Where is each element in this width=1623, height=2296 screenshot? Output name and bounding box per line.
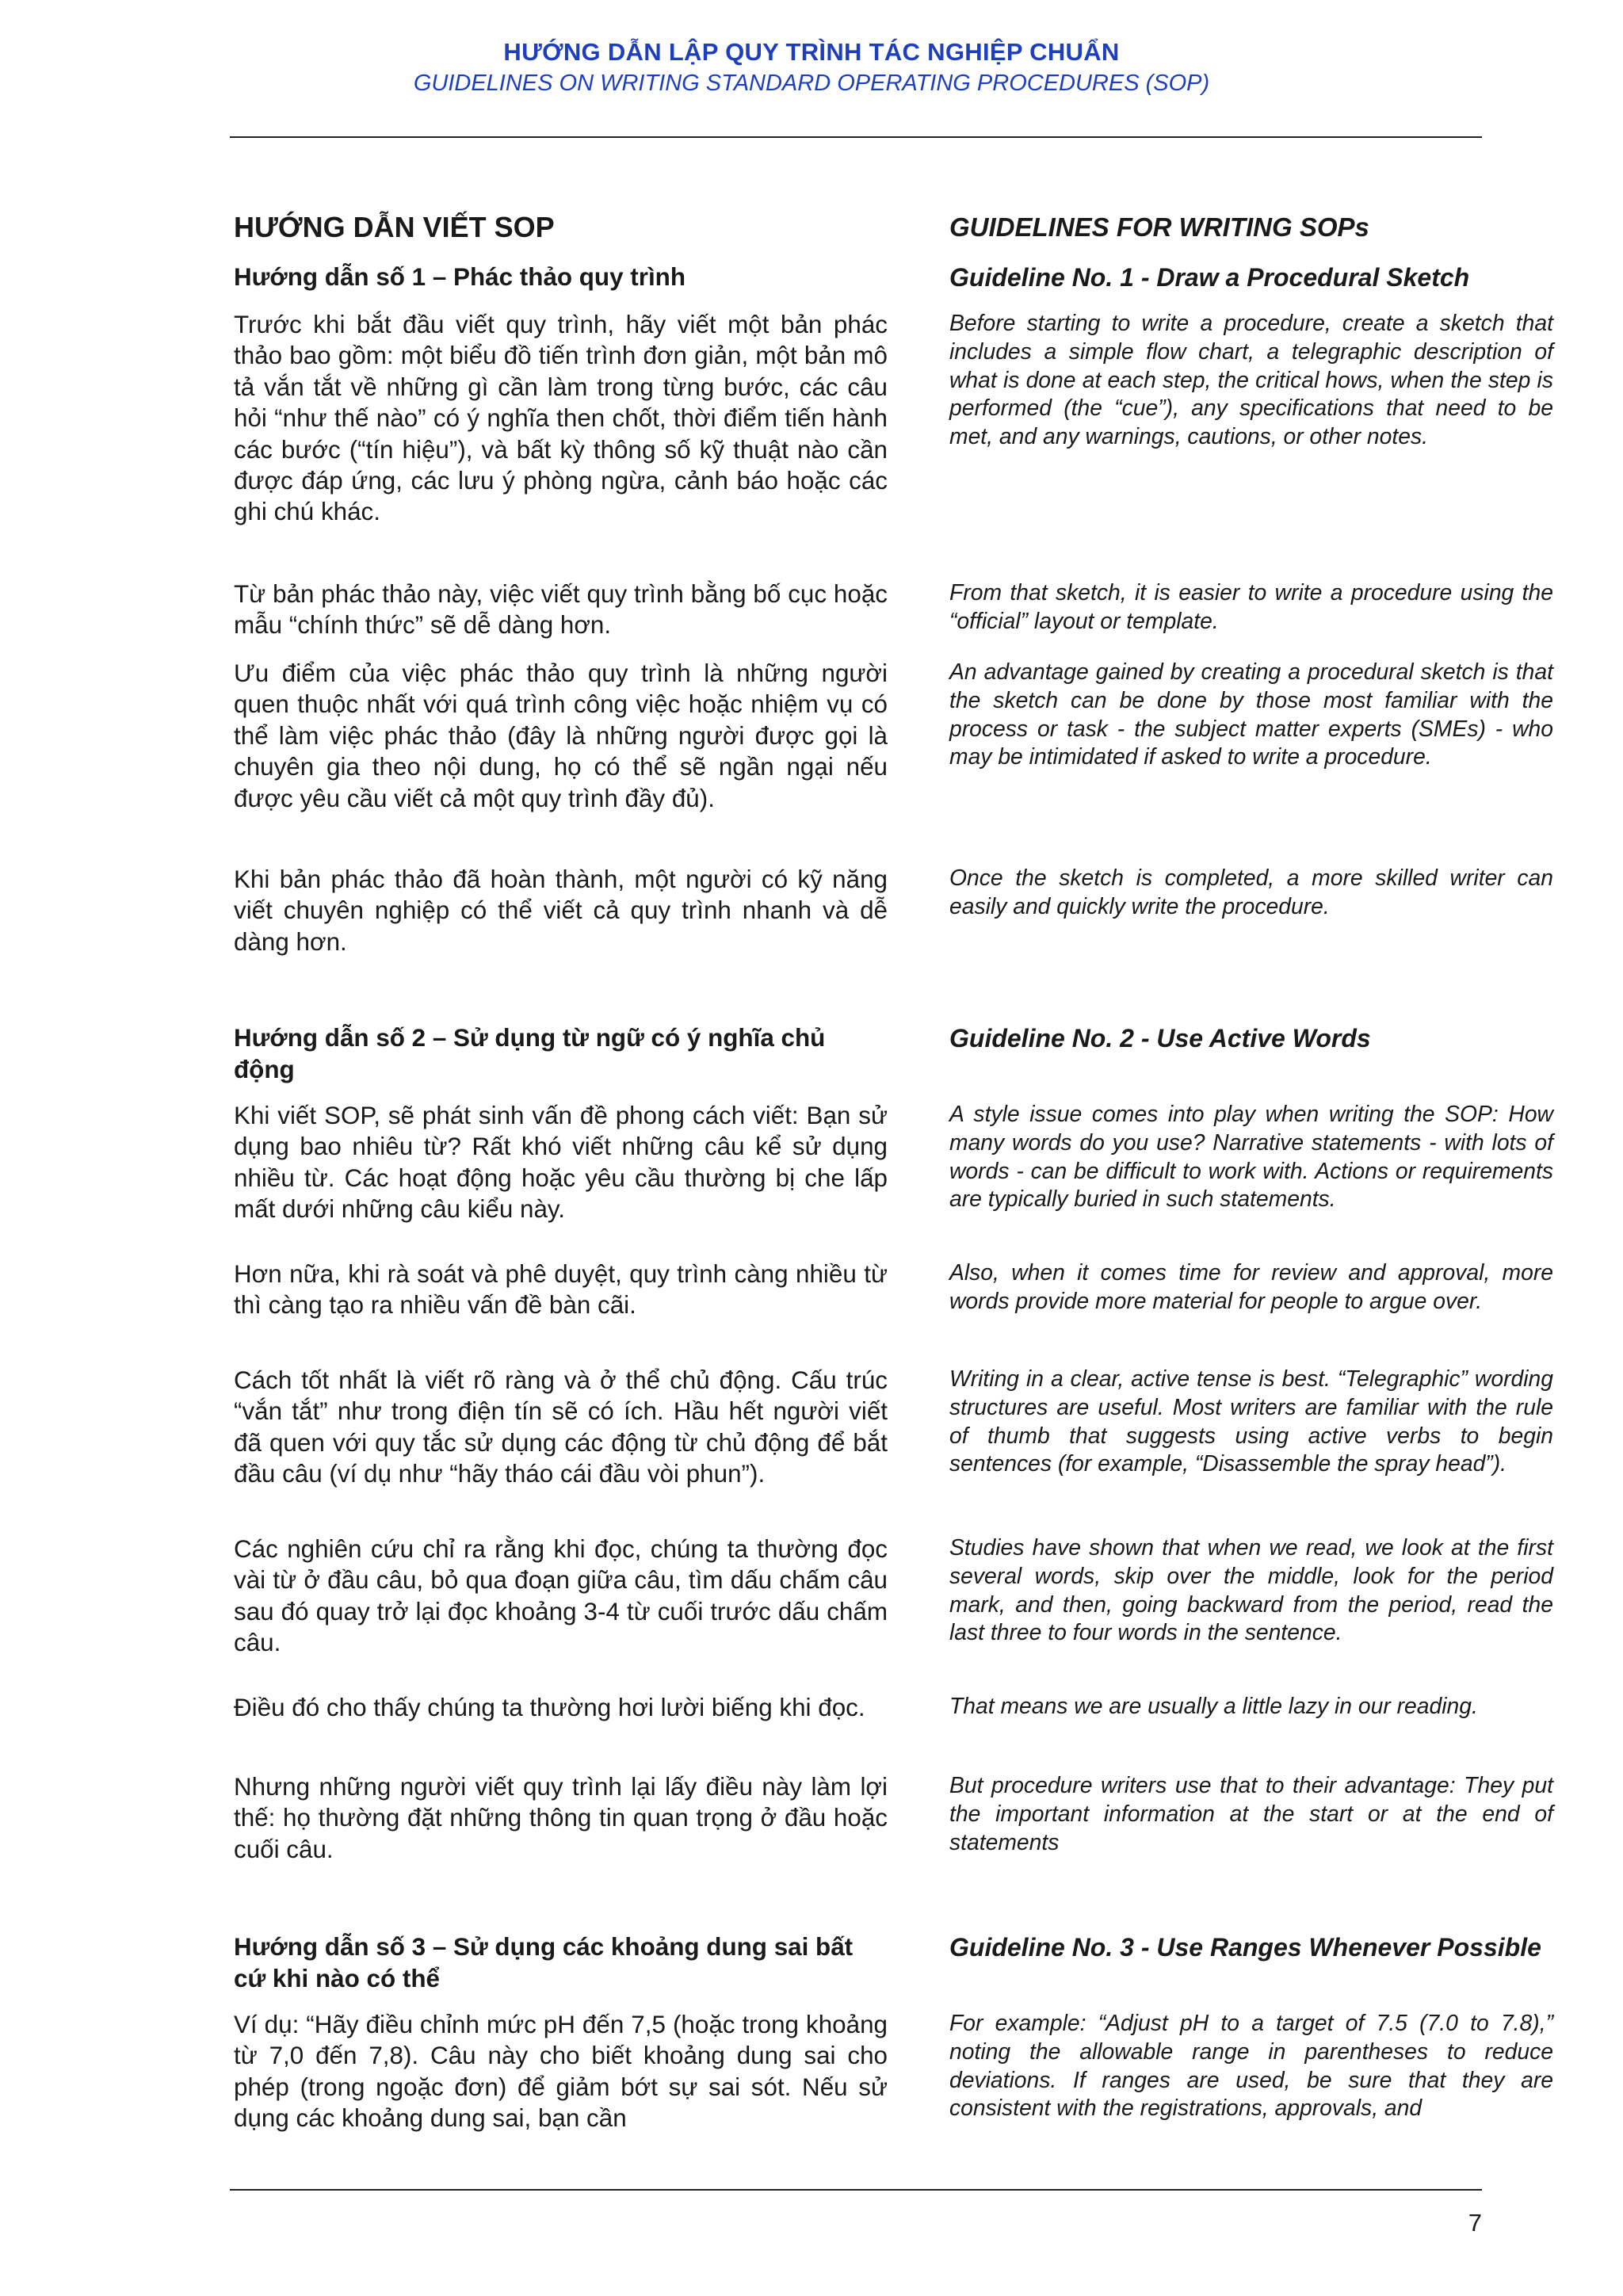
g2-p4-vi: Các nghiên cứu chỉ ra rằng khi đọc, chúng ta thường đọc vài từ ở đầu câu, bỏ qua đoạn giữa câu, tìm dấu chấm câu sau đó quay trở lại đọc khoảng 3-4 từ cuối trước dấu chấm câu.: [234, 1535, 888, 1657]
header-divider: [230, 136, 1482, 138]
footer-divider: [230, 2189, 1482, 2191]
g2-p1-vi: Khi viết SOP, sẽ phát sinh vấn đề phong cách viết: Bạn sử dụng bao nhiêu từ? Rất khó viết những câu kể sử dụng nhiều từ. Các hoạt động hoặc yêu cầu thường bị che lấp mất dưới những câu kiểu này.: [234, 1102, 888, 1224]
page-number: 7: [1468, 2209, 1482, 2237]
g2-p5-en: That means we are usually a little lazy in our reading.: [949, 1693, 1478, 1718]
g2-p3-en: Writing in a clear, active tense is best. “Telegraphic” wording structures are useful. Most writers are familiar with the rule of thumb that suggests using active verbs to begin sentences (for example, “Disassemble the spray head”).: [949, 1366, 1553, 1477]
page-header: [0, 36, 1623, 98]
header-title-en: GUIDELINES ON WRITING STANDARD OPERATING PROCEDURES (SOP): [413, 71, 1210, 96]
g1-p3-en: An advantage gained by creating a procedural sketch is that the sketch can be done by those most familiar with the process or task - the subject matter experts (SMEs) - who may be intimidated if asked to write a procedure.: [949, 659, 1553, 770]
g1-p1-en: Before starting to write a procedure, create a sketch that includes a simple flow chart, a telegraphic description of what is done at each step, the critical hows, when the step is performed (the “cue”), any specifications that need to be met, and any warnings, cautions, or other notes.: [949, 310, 1553, 449]
g1-p4-vi: Khi bản phác thảo đã hoàn thành, một người có kỹ năng viết chuyên nghiệp có thể viết cả quy trình nhanh và dễ dàng hơn.: [234, 865, 888, 956]
g3-p1-vi: Ví dụ: “Hãy điều chỉnh mức pH đến 7,5 (hoặc trong khoảng từ 7,0 đến 7,8). Câu này cho biết khoảng dung sai cho phép (trong ngoặc đơn) để giảm bớt sự sai sót. Nếu sử dụng các khoảng dung sai, bạn cần: [234, 2011, 888, 2133]
g1-title-vi: Hướng dẫn số 1 – Phác thảo quy trình: [234, 263, 686, 291]
g2-title-en: Guideline No. 2 - Use Active Words: [949, 1024, 1371, 1052]
g2-p2-en: Also, when it comes time for review and approval, more words provide more material for people to argue over.: [949, 1259, 1553, 1313]
g2-p3-vi: Cách tốt nhất là viết rõ ràng và ở thể chủ động. Cấu trúc “vắn tắt” như trong điện tín sẽ có ích. Hầu hết người viết đã quen với quy tắc sử dụng các động từ chủ động để bắt đầu câu (ví dụ như “hãy tháo cái đầu vòi phun”).: [234, 1366, 888, 1488]
g2-p6-en: But procedure writers use that to their advantage: They put the important information at the start or at the end of statements: [949, 1772, 1553, 1855]
g2-p5-vi: Điều đó cho thấy chúng ta thường hơi lười biếng khi đọc.: [234, 1694, 865, 1721]
g1-p4-en: Once the sketch is completed, a more skilled writer can easily and quickly write the procedure.: [949, 865, 1553, 919]
g1-title-en: Guideline No. 1 - Draw a Procedural Sketch: [949, 263, 1470, 292]
g2-p2-vi: Hơn nữa, khi rà soát và phê duyệt, quy trình càng nhiều từ thì càng tạo ra nhiều vấn đề bàn cãi.: [234, 1260, 888, 1320]
g1-p3-vi: Ưu điểm của việc phác thảo quy trình là những người quen thuộc nhất với quá trình công việc hoặc nhiệm vụ có thể làm việc phác thảo (đây là những người được gọi là chuyên gia theo nội dung, họ có thể sẽ ngần ngại nếu được yêu cầu viết cả một quy trình đầy đủ).: [234, 659, 888, 812]
g1-p2-en: From that sketch, it is easier to write a procedure using the “official” layout or template.: [949, 579, 1553, 633]
g2-p4-en: Studies have shown that when we read, we look at the first several words, skip over the middle, look for the period mark, and then, going backward from the period, read the last three to four words in the sentence.: [949, 1534, 1553, 1645]
g1-p2-vi: Từ bản phác thảo này, việc viết quy trình bằng bố cục hoặc mẫu “chính thức” sẽ dễ dàng hơn.: [234, 580, 888, 640]
section-title-en: GUIDELINES FOR WRITING SOPs: [949, 212, 1369, 242]
g2-title-vi: Hướng dẫn số 2 – Sử dụng từ ngữ có ý nghĩa chủ động: [234, 1024, 826, 1083]
g3-p1-en: For example: “Adjust pH to a target of 7.5 (7.0 to 7.8),” noting the allowable range in parentheses to reduce deviations. If ranges are used, be sure that they are consistent with the registrations, approvals, and: [949, 2010, 1553, 2121]
g1-p1-vi: Trước khi bắt đầu viết quy trình, hãy viết một bản phác thảo bao gồm: một biểu đồ tiến trình đơn giản, một bản mô tả vắn tắt về những gì cần làm trong từng bước, các câu hỏi “như thế nào” có ý nghĩa then chốt, thời điểm tiến hành các bước (“tín hiệu”), và bất kỳ thông số kỹ thuật nào cần được đáp ứng, các lưu ý phòng ngừa, cảnh báo hoặc các ghi chú khác.: [234, 311, 888, 526]
g3-title-vi: Hướng dẫn số 3 – Sử dụng các khoảng dung sai bất cứ khi nào có thể: [234, 1933, 854, 1992]
section-title-vi: HƯỚNG DẪN VIẾT SOP: [234, 211, 555, 243]
g2-p1-en: A style issue comes into play when writing the SOP: How many words do you use? Narrative statements - with lots of words - can be difficult to work with. Actions or requirements are typically buried in such statements.: [949, 1101, 1553, 1212]
g2-p6-vi: Nhưng những người viết quy trình lại lấy điều này làm lợi thế: họ thường đặt những thông tin quan trọng ở đầu hoặc cuối câu.: [234, 1773, 888, 1863]
g3-title-en: Guideline No. 3 - Use Ranges Whenever Possible: [949, 1933, 1541, 1962]
header-title-vi: HƯỚNG DẪN LẬP QUY TRÌNH TÁC NGHIỆP CHUẨN: [503, 38, 1120, 66]
